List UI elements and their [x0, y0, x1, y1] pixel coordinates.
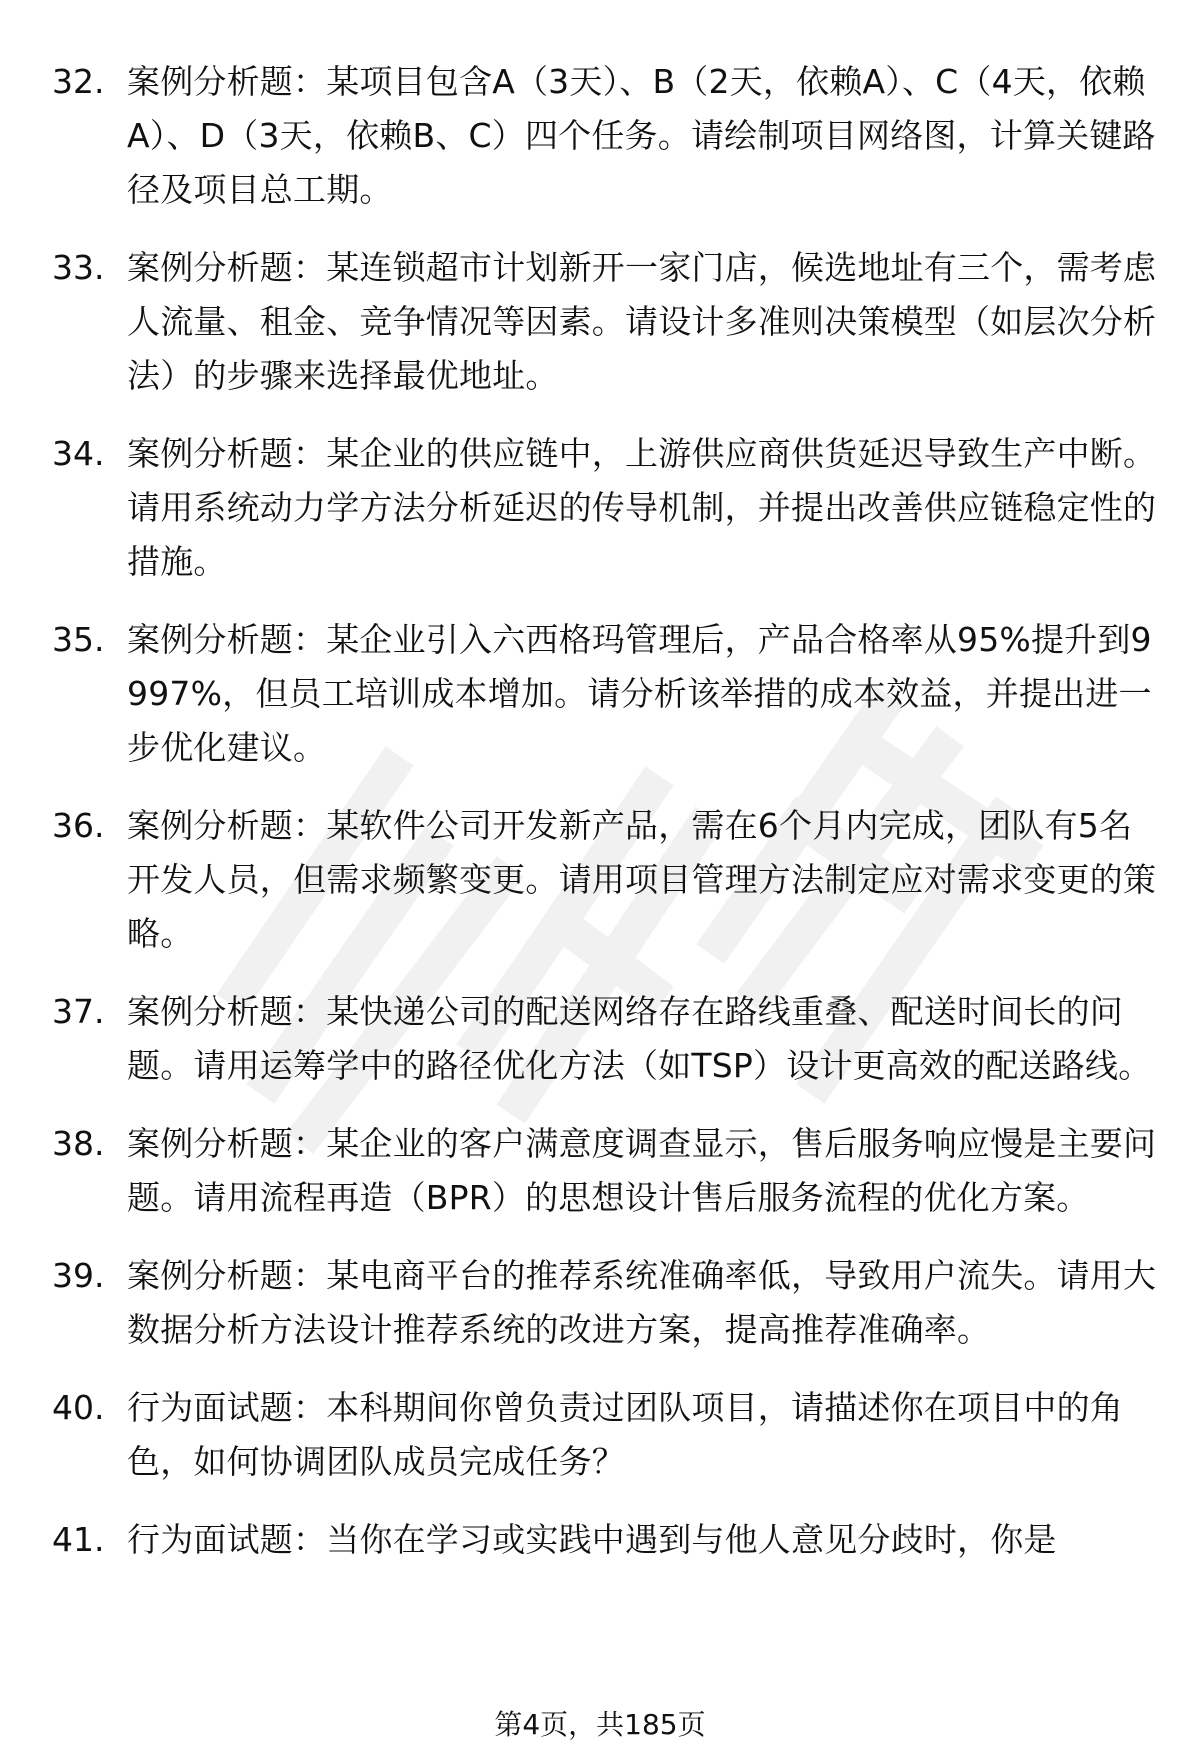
question-number: 32.	[52, 62, 105, 101]
question-list	[0, 55, 1200, 1591]
question-number: 35.	[52, 620, 105, 659]
question-item-33	[0, 241, 1200, 403]
question-item-38	[0, 1117, 1200, 1225]
question-item-39	[0, 1249, 1200, 1357]
question-text: 案例分析题：某企业的客户满意度调查显示，售后服务响应慢是主要问题。请用流程再造（BPR）的思想设计售后服务流程的优化方案。	[127, 1124, 1157, 1217]
question-number: 34.	[52, 434, 105, 473]
question-text: 案例分析题：某连锁超市计划新开一家门店，候选地址有三个，需考虑人流量、租金、竞争情况等因素。请设计多准则决策模型（如层次分析法）的步骤来选择最优地址。	[127, 248, 1157, 395]
question-item-34	[0, 427, 1200, 589]
page-footer: 第4页，共185页	[494, 1708, 706, 1741]
question-number: 41.	[52, 1520, 105, 1559]
question-number: 39.	[52, 1256, 105, 1295]
question-number: 33.	[52, 248, 105, 287]
question-item-40	[0, 1381, 1200, 1489]
question-text: 案例分析题：某企业引入六西格玛管理后，产品合格率从95%提升到9997%，但员工培训成本增加。请分析该举措的成本效益，并提出进一步优化建议。	[127, 620, 1152, 767]
question-number: 36.	[52, 806, 105, 845]
question-text: 案例分析题：某快递公司的配送网络存在路线重叠、配送时间长的问题。请用运筹学中的路径优化方法（如TSP）设计更高效的配送路线。	[127, 992, 1152, 1085]
question-text: 案例分析题：某电商平台的推荐系统准确率低，导致用户流失。请用大数据分析方法设计推荐系统的改进方案，提高推荐准确率。	[127, 1256, 1157, 1349]
question-item-32	[0, 55, 1200, 217]
question-text: 案例分析题：某软件公司开发新产品，需在6个月内完成，团队有5名开发人员，但需求频繁变更。请用项目管理方法制定应对需求变更的策略。	[127, 806, 1157, 953]
question-text: 行为面试题：本科期间你曾负责过团队项目，请描述你在项目中的角色，如何协调团队成员完成任务？	[127, 1388, 1123, 1481]
question-item-35	[0, 613, 1200, 775]
question-item-36	[0, 799, 1200, 961]
question-number: 40.	[52, 1388, 105, 1427]
question-number: 37.	[52, 992, 105, 1031]
question-text: 行为面试题：当你在学习或实践中遇到与他人意见分歧时，你是	[127, 1520, 1057, 1559]
question-text: 案例分析题：某企业的供应链中，上游供应商供货延迟导致生产中断。请用系统动力学方法分析延迟的传导机制，并提出改善供应链稳定性的措施。	[127, 434, 1157, 581]
question-item-41	[0, 1513, 1200, 1567]
question-item-37	[0, 985, 1200, 1093]
question-number: 38.	[52, 1124, 105, 1163]
question-text: 案例分析题：某项目包含A（3天）、B（2天，依赖A）、C（4天，依赖A）、D（3天，依赖B、C）四个任务。请绘制项目网络图，计算关键路径及项目总工期。	[127, 62, 1156, 209]
